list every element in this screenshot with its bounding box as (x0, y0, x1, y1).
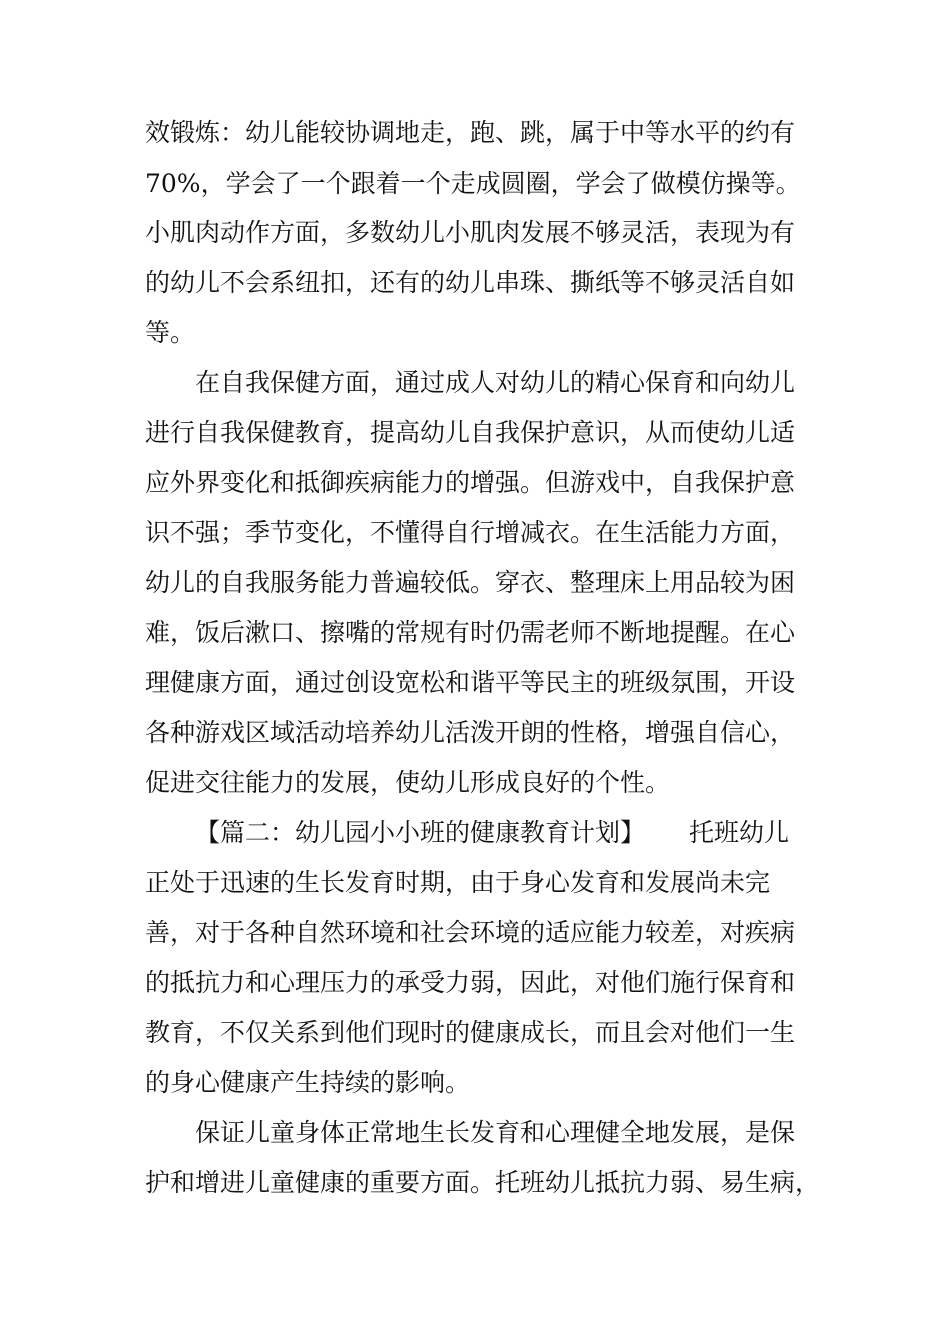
text-line: 70%，学会了一个跟着一个走成圆圈，学会了做模仿操等。 (145, 169, 801, 198)
text-line: 正处于迅速的生长发育时期，由于身心发育和发展尚未完 (145, 868, 771, 897)
text-line: 理健康方面，通过创设宽松和谐平等民主的班级氛围，开设 (145, 668, 796, 697)
text-line: 进行自我保健教育，提高幼儿自我保护意识，从而使幼儿适 (145, 418, 796, 447)
text-line: 小肌肉动作方面，多数幼儿小肌肉发展不够灵活，表现为有 (145, 218, 796, 247)
text-line: 效锻炼：幼儿能较协调地走，跑、跳，属于中等水平的约有 (145, 118, 796, 147)
section-line (195, 816, 789, 850)
text-line: 的身心健康产生持续的影响。 (145, 1068, 471, 1097)
text-line: 等。 (145, 318, 196, 347)
paragraph-first-line: 在自我保健方面，通过成人对幼儿的精心保育和向幼儿 (195, 368, 796, 397)
text-line: 善，对于各种自然环境和社会环境的适应能力较差，对疾病 (145, 918, 796, 947)
text-line: 护和增进儿童健康的重要方面。托班幼儿抵抗力弱、易生病， (145, 1168, 821, 1197)
text-line: 识不强；季节变化，不懂得自行增减衣。在生活能力方面， (145, 518, 796, 547)
text-line: 的幼儿不会系纽扣，还有的幼儿串珠、撕纸等不够灵活自如 (145, 268, 796, 297)
section-heading: 【篇二：幼儿园小小班的健康教育计划】 (195, 818, 646, 847)
text-line: 难，饭后漱口、擦嘴的常规有时仍需老师不断地提醒。在心 (145, 618, 796, 647)
text-line: 的抵抗力和心理压力的承受力弱，因此，对他们施行保育和 (145, 968, 796, 997)
text-line: 幼儿的自我服务能力普遍较低。穿衣、整理床上用品较为困 (145, 568, 796, 597)
text-line: 应外界变化和抵御疾病能力的增强。但游戏中，自我保护意 (145, 468, 796, 497)
section-lead-text: 托班幼儿 (689, 818, 790, 847)
paragraph-first-line: 保证儿童身体正常地生长发育和心理健全地发展，是保 (195, 1118, 796, 1147)
text-line: 促进交往能力的发展，使幼儿形成良好的个性。 (145, 768, 671, 797)
text-line: 教育，不仅关系到他们现时的健康成长，而且会对他们一生 (145, 1018, 796, 1047)
text-line: 各种游戏区域活动培养幼儿活泼开朗的性格，增强自信心， (145, 718, 796, 747)
